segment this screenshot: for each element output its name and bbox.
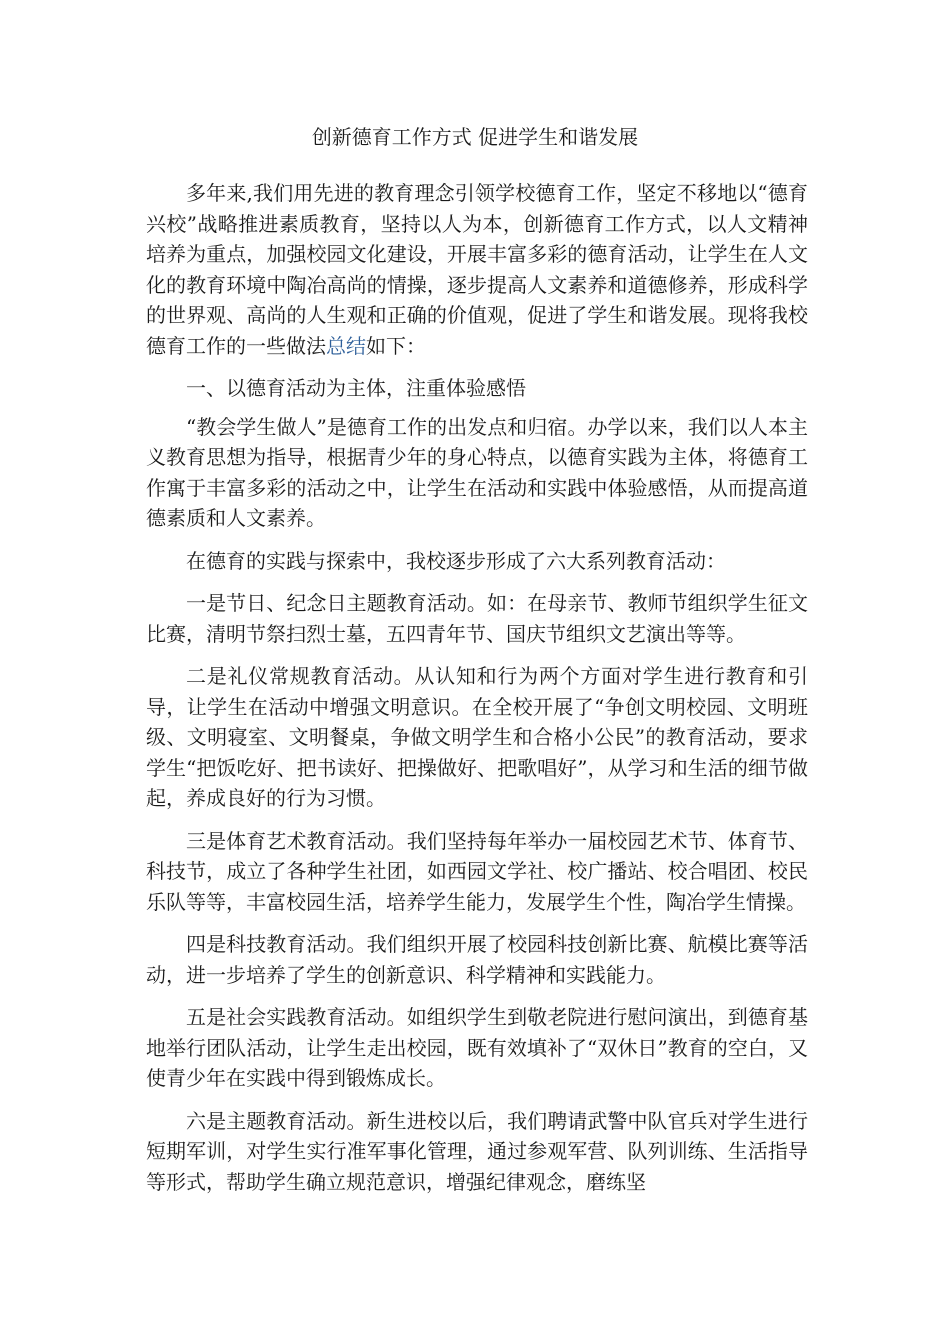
intro-text: 多年来,我们用先进的教育理念引领学校德育工作，坚定不移地以“德育兴校”战略推进素质教育，坚持以人为本，创新德育工作方式，以人文精神培养为重点，加强校园文化建设，开展丰富多彩的德育活动，让学生在人文化的教育环境中陶冶高尚的情操，逐步提高人文素养和道德修养，形成科学的世界观、高尚的人生观和正确的价值观，促进了学生和谐发展。现将我校德育工作的一些做法 bbox=[146, 181, 808, 358]
summary-link[interactable]: 总结 bbox=[326, 333, 366, 358]
intro-paragraph bbox=[146, 178, 808, 361]
document-title: 创新德育工作方式 促进学生和谐发展 bbox=[311, 125, 639, 149]
activity-paragraph-3: 三是体育艺术教育活动。我们坚持每年举办一届校园艺术节、体育节、科技节，成立了各种学生社团，如西园文学社、校广播站、校合唱团、校民乐队等等，丰富校园生活，培养学生能力，发展学生个性，陶冶学生情操。 bbox=[146, 828, 808, 914]
document-body bbox=[146, 178, 808, 1209]
intro-text-end: 如下： bbox=[366, 333, 426, 358]
activity-paragraph-1: 一是节日、纪念日主题教育活动。如：在母亲节、教师节组织学生征文比赛，清明节祭扫烈士墓，五四青年节、国庆节组织文艺演出等等。 bbox=[146, 591, 808, 646]
section-heading: 一、以德育活动为主体，注重体验感悟 bbox=[186, 376, 526, 400]
activity-paragraph-4: 四是科技教育活动。我们组织开展了校园科技创新比赛、航模比赛等活动，进一步培养了学生的创新意识、科学精神和实践能力。 bbox=[146, 932, 808, 987]
principle-paragraph: “教会学生做人”是德育工作的出发点和归宿。办学以来，我们以人本主义教育思想为指导，根据青少年的身心特点，以德育实践为主体，将德育工作寓于丰富多彩的活动之中，让学生在活动和实践中体验感悟，从而提高道德素质和人文素养。 bbox=[146, 414, 808, 530]
activity-paragraph-6: 六是主题教育活动。新生进校以后，我们聘请武警中队官兵对学生进行短期军训，对学生实行准军事化管理，通过参观军营、队列训练、生活指导等形式，帮助学生确立规范意识，增强纪律观念，磨练坚 bbox=[146, 1108, 808, 1194]
series-paragraph: 在德育的实践与探索中，我校逐步形成了六大系列教育活动： bbox=[186, 548, 726, 573]
activity-paragraph-2: 二是礼仪常规教育活动。从认知和行为两个方面对学生进行教育和引导，让学生在活动中增强文明意识。在全校开展了“争创文明校园、文明班级、文明寝室、文明餐桌，争做文明学生和合格小公民”的教育活动，要求学生“把饭吃好、把书读好、把操做好、把歌唱好”，从学习和生活的细节做起，养成良好的行为习惯。 bbox=[146, 664, 808, 810]
activity-paragraph-5: 五是社会实践教育活动。如组织学生到敬老院进行慰问演出，到德育基地举行团队活动，让学生走出校园，既有效填补了“双休日”教育的空白，又使青少年在实践中得到锻炼成长。 bbox=[146, 1005, 808, 1090]
